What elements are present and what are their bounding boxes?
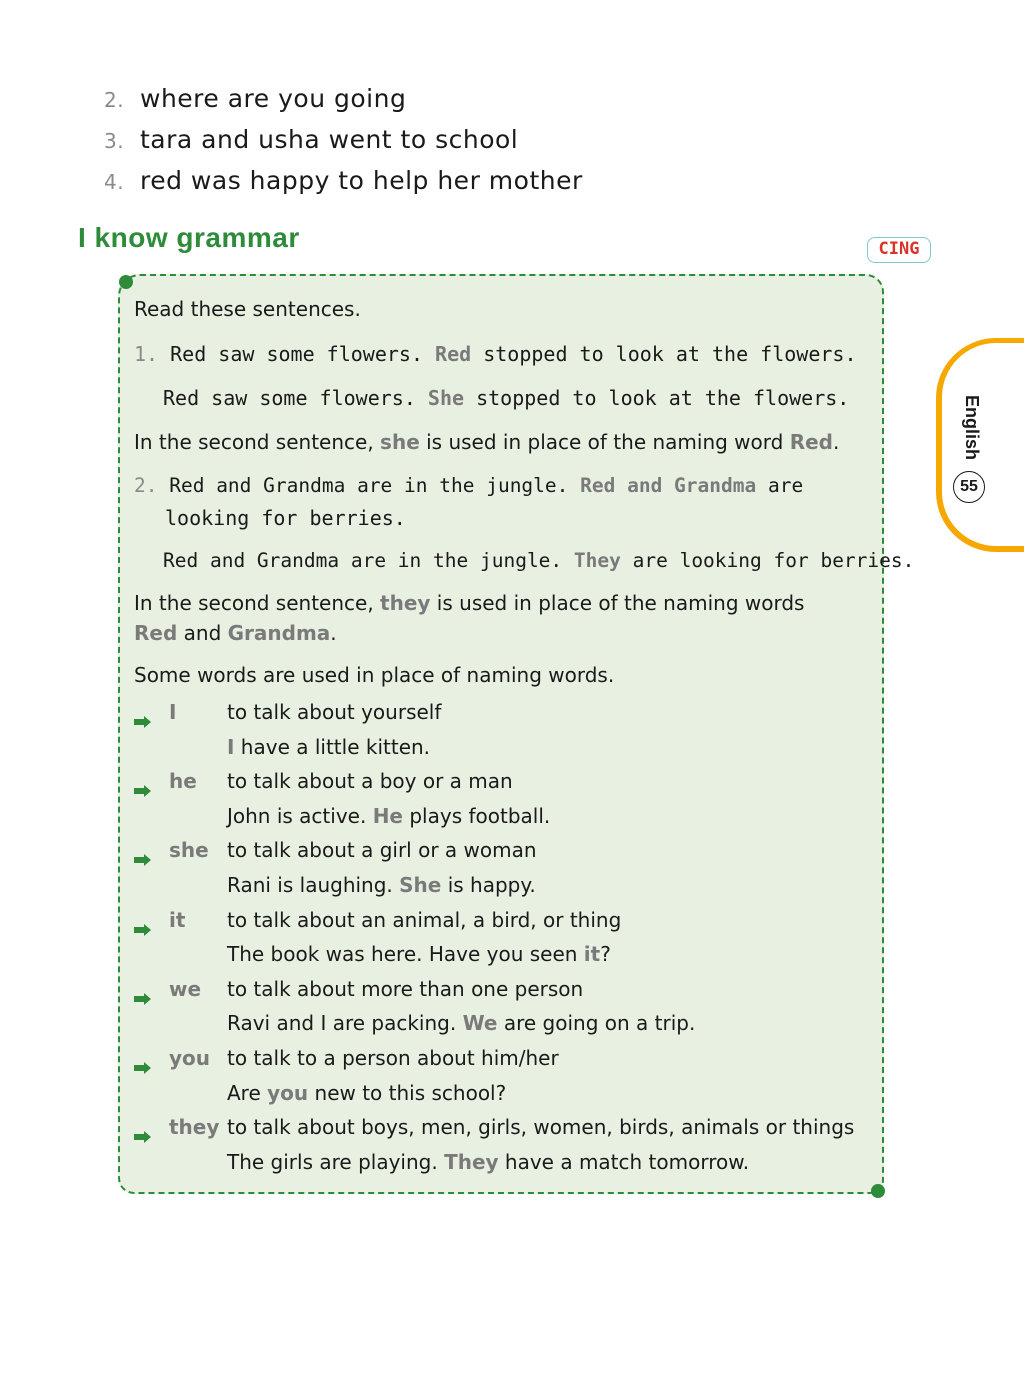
highlight-word: They [444, 1149, 499, 1174]
example-text: are going on a trip. [497, 1011, 696, 1036]
pronoun-word: it [169, 907, 186, 932]
highlight-word: you [267, 1080, 309, 1105]
example-2-line-b [163, 549, 914, 572]
pronoun-example [227, 804, 550, 828]
highlight-word: she [380, 430, 420, 454]
example-1-line-a [134, 342, 856, 366]
example-text: ? [600, 942, 611, 967]
example-text: John is active. [227, 803, 373, 828]
page-number: 55 [953, 471, 985, 503]
list-item [104, 166, 583, 195]
note-2-line-2 [134, 621, 337, 645]
sentence-text: stopped to look at the flowers. [464, 386, 850, 410]
note-1 [134, 430, 839, 454]
highlight-word: She [399, 872, 442, 897]
list-text: tara and usha went to school [140, 125, 519, 154]
note-text: In the second sentence, [134, 591, 381, 615]
arrow-bullet-icon [134, 709, 151, 721]
sentence-text: stopped to look at the flowers. [471, 342, 857, 366]
note-text: . [330, 621, 337, 645]
example-number: 2. [134, 474, 158, 497]
example-text: plays football. [403, 803, 551, 828]
cing-badge: CING [867, 237, 931, 263]
highlight-word: Red [789, 430, 833, 454]
pronoun-example [227, 1150, 749, 1174]
example-2-line-a [134, 474, 803, 497]
list-text: where are you going [140, 84, 407, 113]
sentence-text: are [756, 474, 804, 497]
pronoun-word: she [169, 838, 209, 863]
note-text: is used in place of the naming words [430, 591, 805, 615]
highlight-word: Red [134, 621, 178, 645]
pronoun-description: to talk about a girl or a woman [227, 838, 537, 863]
highlight-word: They [573, 549, 621, 572]
example-text: have a match tomorrow. [498, 1149, 750, 1174]
pronoun-example [227, 942, 611, 966]
highlight-word: it [583, 942, 601, 967]
arrow-bullet-icon [134, 778, 151, 790]
list-item [104, 84, 406, 113]
pronoun-word: he [169, 769, 197, 794]
highlight-word: We [462, 1011, 498, 1036]
example-text: The book was here. Have you seen [227, 942, 584, 967]
example-text: have a little kitten. [234, 734, 431, 759]
list-text: red was happy to help her mother [140, 166, 583, 195]
list-number: 3. [104, 129, 125, 153]
highlight-word: He [372, 803, 403, 828]
pronoun-description: to talk about boys, men, girls, women, birds, animals or things [227, 1115, 855, 1140]
pronoun-word: they [169, 1115, 220, 1140]
arrow-bullet-icon [134, 1055, 151, 1067]
list-number: 2. [104, 88, 125, 112]
pronoun-example [227, 735, 430, 759]
sentence-text: Red saw some flowers. [170, 342, 436, 366]
sentence-text: are looking for berries. [620, 549, 915, 572]
arrow-bullet-icon [134, 847, 151, 859]
pronoun-description: to talk about a boy or a man [227, 769, 513, 794]
pronoun-word: I [169, 700, 177, 724]
highlight-word: Red [435, 342, 472, 366]
pronoun-description: to talk to a person about him/her [227, 1046, 559, 1070]
pronoun-example [227, 873, 536, 897]
sentence-text: Red saw some flowers. [163, 386, 428, 410]
pronoun-example [227, 1011, 695, 1035]
highlight-word: She [427, 386, 465, 410]
highlight-word: I [227, 734, 235, 759]
highlight-word: they [380, 591, 431, 615]
note-2-line-1 [134, 591, 804, 615]
pronoun-description: to talk about more than one person [227, 976, 584, 1001]
highlight-word: Red and Grandma [580, 474, 757, 497]
example-2-line-a2: looking for berries. [165, 506, 406, 530]
corner-dot [119, 275, 133, 289]
example-text: Ravi and I are packing. [227, 1011, 463, 1036]
some-words-text: Some words are used in place of naming words. [134, 663, 615, 687]
example-text: is happy. [441, 872, 536, 897]
example-text: Rani is laughing. [227, 872, 400, 897]
list-number: 4. [104, 170, 125, 194]
note-text: In the second sentence, [134, 430, 381, 454]
subject-label: English [962, 395, 982, 461]
list-item [104, 125, 518, 154]
example-text: Are [227, 1080, 268, 1105]
highlight-word: Grandma [227, 621, 331, 645]
arrow-bullet-icon [134, 1124, 151, 1136]
pronoun-word: we [169, 976, 202, 1001]
note-text: . [832, 430, 840, 454]
note-text: and [177, 621, 228, 645]
side-tab-inner [942, 343, 1024, 546]
sentence-text: Red and Grandma are in the jungle. [169, 474, 581, 497]
pronoun-description: to talk about yourself [227, 700, 442, 724]
example-number: 1. [134, 342, 159, 366]
pronoun-example [227, 1081, 506, 1105]
intro-text: Read these sentences. [134, 297, 361, 321]
sentence-text: Red and Grandma are in the jungle. [163, 549, 574, 572]
section-title: I know grammar [78, 222, 300, 253]
arrow-bullet-icon [134, 917, 151, 929]
arrow-bullet-icon [134, 986, 151, 998]
example-text: The girls are playing. [227, 1149, 445, 1174]
corner-dot [871, 1184, 885, 1198]
pronoun-description: to talk about an animal, a bird, or thing [227, 907, 622, 932]
note-text: is used in place of the naming word [419, 430, 790, 454]
example-1-line-b [163, 386, 849, 410]
example-text: new to this school? [308, 1080, 507, 1105]
pronoun-word: you [169, 1046, 211, 1070]
